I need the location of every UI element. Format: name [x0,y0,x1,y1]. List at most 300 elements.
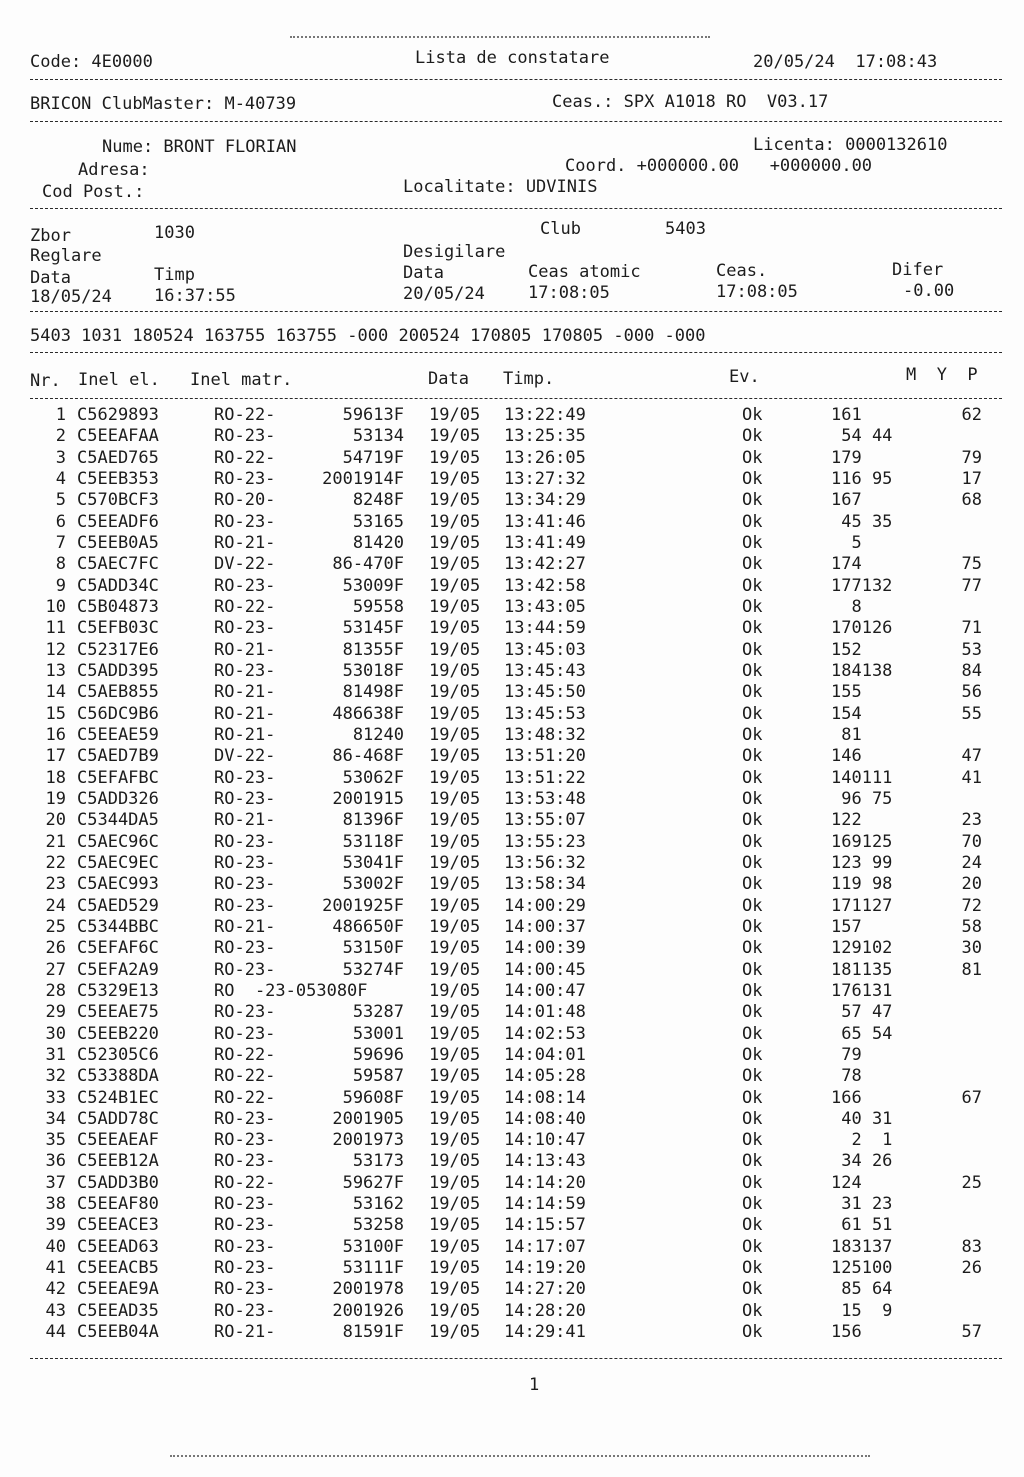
table-row [0,597,1024,618]
ring-electronic: C5EEB12A [77,1151,159,1172]
m-y-values: 152 [831,639,862,660]
ring-electronic: C52305C6 [77,1044,159,1065]
p-value: 57 [961,1322,982,1343]
row-nr: 39 [45,1215,66,1236]
arrival-date: 19/05 [429,575,481,596]
table-row [0,1173,1024,1194]
arrival-date: 19/05 [429,831,481,852]
ring-electronic: C5EEAEAF [77,1130,159,1151]
row-nr: 23 [45,874,66,895]
ring-number: 53018F [342,660,404,681]
event-status: Ok [742,1108,763,1129]
col-inel-el: Inel el. [78,370,160,390]
ring-country-year: DV-22- [214,554,276,575]
arrival-time: 13:25:35 [504,426,586,447]
ring-electronic: C5AEC993 [77,874,159,895]
p-value: 26 [961,1258,982,1279]
clock-label: Ceas. [716,261,768,281]
ring-electronic: C5AEC96C [77,831,159,852]
arrival-date: 19/05 [429,1087,481,1108]
separator [30,398,1002,399]
m-y-values: 183137 [831,1236,893,1257]
row-nr: 11 [45,618,66,639]
ring-country-year: RO-23- [214,895,276,916]
event-status: Ok [742,938,763,959]
arrival-date: 19/05 [429,703,481,724]
ring-number: 53041F [342,852,404,873]
event-status: Ok [742,511,763,532]
event-status: Ok [742,1151,763,1172]
ring-electronic: C5AED529 [77,895,159,916]
ring-electronic: C5EEAFAA [77,426,159,447]
row-nr: 6 [55,511,66,532]
table-row [0,896,1024,917]
ring-number: 59587 [352,1066,404,1087]
m-y-values: 79 [831,1044,862,1065]
separator [30,79,1002,80]
ring-country-year: RO-23- [214,831,276,852]
ring-country-year: RO-22- [214,1172,276,1193]
p-value: 72 [961,895,982,916]
arrival-date: 19/05 [429,767,481,788]
row-nr: 44 [45,1322,66,1343]
m-y-values: 34 26 [831,1151,893,1172]
ring-electronic: C5EEB04A [77,1322,159,1343]
arrival-date: 19/05 [429,1130,481,1151]
print-speck [170,1455,870,1457]
event-status: Ok [742,1002,763,1023]
arrival-time: 14:10:47 [504,1130,586,1151]
p-value: 56 [961,682,982,703]
m-y-values: 167 [831,490,862,511]
row-nr: 40 [45,1236,66,1257]
table-row [0,874,1024,895]
arrival-date: 19/05 [429,980,481,1001]
p-value: 55 [961,703,982,724]
m-y-values: 177132 [831,575,893,596]
event-status: Ok [742,874,763,895]
arrival-date: 19/05 [429,1066,481,1087]
ring-electronic: C5EEAD63 [77,1236,159,1257]
row-nr: 17 [45,746,66,767]
m-y-values: 96 75 [831,788,893,809]
ring-country-year: RO-23- [214,1023,276,1044]
ring-number: 59558 [352,596,404,617]
table-row [0,1109,1024,1130]
event-status: Ok [742,468,763,489]
ring-country-year: RO-23- [214,938,276,959]
row-nr: 37 [45,1172,66,1193]
p-value: 68 [961,490,982,511]
arrival-time: 14:01:48 [504,1002,586,1023]
m-y-values: 154 [831,703,862,724]
table-row [0,1215,1024,1236]
page-number: 1 [529,1375,540,1395]
arrival-date: 19/05 [429,1002,481,1023]
arrival-date: 19/05 [429,1279,481,1300]
arrival-time: 13:45:53 [504,703,586,724]
m-y-values: 155 [831,682,862,703]
ring-country-year: RO-22- [214,1066,276,1087]
ring-number: 81420 [352,532,404,553]
arrival-time: 13:42:27 [504,554,586,575]
event-status: Ok [742,618,763,639]
row-nr: 15 [45,703,66,724]
p-value: 53 [961,639,982,660]
col-nr: Nr. [30,371,61,391]
arrival-date: 19/05 [429,618,481,639]
ring-number: 86-470F [332,554,404,575]
arrival-date: 19/05 [429,554,481,575]
event-status: Ok [742,575,763,596]
arrival-date: 19/05 [429,660,481,681]
m-y-values: 57 47 [831,1002,893,1023]
row-nr: 10 [45,596,66,617]
row-nr: 29 [45,1002,66,1023]
ring-number: 53258 [352,1215,404,1236]
ring-country-year: RO-21- [214,724,276,745]
m-y-values: 85 64 [831,1279,893,1300]
arrival-date: 19/05 [429,468,481,489]
ring-number: 59613F [342,405,404,425]
table-row [0,1024,1024,1045]
event-status: Ok [742,490,763,511]
row-nr: 9 [55,575,66,596]
arrival-time: 14:15:57 [504,1215,586,1236]
event-status: Ok [742,767,763,788]
row-nr: 43 [45,1300,66,1321]
p-value: 30 [961,938,982,959]
m-y-values: 61 51 [831,1215,893,1236]
reglare-label: Reglare [30,246,102,266]
ring-electronic: C5629893 [77,405,159,425]
table-row [0,490,1024,511]
arrival-date: 19/05 [429,746,481,767]
ring-electronic: C5329E13 [77,980,159,1001]
ring-electronic: C5EFAFBC [77,767,159,788]
ring-country-year: RO-23- [214,1258,276,1279]
arrival-date: 19/05 [429,1023,481,1044]
ring-country-year: RO-23- [214,1279,276,1300]
arrival-time: 14:29:41 [504,1322,586,1343]
m-y-values: 184138 [831,660,893,681]
table-row [0,1045,1024,1066]
club-number: 5403 [665,219,706,239]
ring-number: 2001914F [322,468,404,489]
p-value: 79 [961,447,982,468]
ring-number: 486650F [332,916,404,937]
arrival-date: 19/05 [429,1236,481,1257]
m-y-values: 129102 [831,938,893,959]
p-value: 62 [961,405,982,425]
event-status: Ok [742,959,763,980]
arrival-time: 13:56:32 [504,852,586,873]
m-y-values: 45 35 [831,511,893,532]
event-status: Ok [742,405,763,425]
col-inel-matr: Inel matr. [190,370,293,390]
arrival-time: 13:44:59 [504,618,586,639]
ring-country-year: RO-23- [214,575,276,596]
arrival-date: 19/05 [429,405,481,425]
ring-country-year: RO-23- [214,1300,276,1321]
table-row [0,1194,1024,1215]
event-status: Ok [742,1236,763,1257]
arrival-time: 14:00:39 [504,938,586,959]
ring-electronic: C5EEACB5 [77,1258,159,1279]
m-y-values: 176131 [831,980,893,1001]
arrival-date: 19/05 [429,447,481,468]
event-status: Ok [742,831,763,852]
arrival-date: 19/05 [429,895,481,916]
ring-country-year: RO-21- [214,1322,276,1343]
table-row [0,618,1024,639]
arrival-time: 14:00:29 [504,895,586,916]
reglare-date: 18/05/24 [30,287,112,307]
ring-number: 8248F [352,490,404,511]
col-timp: Timp. [503,369,555,389]
separator [30,352,1002,353]
ring-country-year: RO-23- [214,660,276,681]
table-row [0,405,1024,426]
print-speck [290,36,710,38]
event-status: Ok [742,426,763,447]
table-row [0,576,1024,597]
ring-electronic: C5AEC7FC [77,554,159,575]
ring-number: 81498F [342,682,404,703]
row-nr: 21 [45,831,66,852]
col-data: Data [428,369,469,389]
arrival-date: 19/05 [429,1044,481,1065]
difference-value: -0.00 [903,281,955,301]
ring-number: 53287 [352,1002,404,1023]
arrival-date: 19/05 [429,682,481,703]
ring-electronic: C570BCF3 [77,490,159,511]
ring-number: 86-468F [332,746,404,767]
ring-country-year: RO-23- [214,1130,276,1151]
ring-country-year: RO-20- [214,490,276,511]
table-row [0,1066,1024,1087]
row-nr: 26 [45,938,66,959]
arrival-date: 19/05 [429,1172,481,1193]
ring-country-year: RO-23- [214,618,276,639]
event-status: Ok [742,746,763,767]
table-row [0,448,1024,469]
ring-country-year: RO-23- [214,1108,276,1129]
arrival-time: 13:53:48 [504,788,586,809]
col-myp: M Y P [906,365,978,385]
atomic-clock-label: Ceas atomic [528,262,641,282]
ring-electronic: C5ADD395 [77,660,159,681]
table-row [0,1258,1024,1279]
row-nr: 13 [45,660,66,681]
arrival-time: 14:02:53 [504,1023,586,1044]
table-row [0,853,1024,874]
ring-number: 59608F [342,1087,404,1108]
table-row [0,810,1024,831]
atomic-time: 17:08:05 [528,283,610,303]
row-nr: 32 [45,1066,66,1087]
ring-electronic: C5B04873 [77,596,159,617]
ring-electronic: C5ADD3B0 [77,1172,159,1193]
table-row [0,981,1024,1002]
ring-electronic: C5EEAE59 [77,724,159,745]
ring-country-year: RO-23- [214,1151,276,1172]
event-status: Ok [742,724,763,745]
arrival-time: 14:04:01 [504,1044,586,1065]
row-nr: 3 [55,447,66,468]
m-y-values: 40 31 [831,1108,893,1129]
ring-electronic: C5AEB855 [77,682,159,703]
arrival-time: 14:14:59 [504,1194,586,1215]
row-nr: 35 [45,1130,66,1151]
event-status: Ok [742,1215,763,1236]
ring-number: 53173 [352,1151,404,1172]
m-y-values: 146 [831,746,862,767]
separator [30,311,1002,312]
m-y-values: 140111 [831,767,893,788]
ring-number: 59696 [352,1044,404,1065]
row-nr: 33 [45,1087,66,1108]
print-datetime: 20/05/24 17:08:43 [753,52,938,72]
ring-country-year: RO-21- [214,810,276,831]
ring-number: 2001978 [332,1279,404,1300]
m-y-values: 123 99 [831,852,893,873]
p-value: 84 [961,660,982,681]
ring-electronic: C5ADD78C [77,1108,159,1129]
desig-date-label: Data [403,263,444,283]
code-label: Code: 4E0000 [30,52,153,72]
ring-country-year: RO-23- [214,852,276,873]
ring-number: 53274F [342,959,404,980]
m-y-values: 78 [831,1066,862,1087]
event-status: Ok [742,852,763,873]
ring-electronic: C5EFA2A9 [77,959,159,980]
coordinates: Coord. +000000.00 +000000.00 [565,156,873,176]
ring-country-year: RO-23- [214,511,276,532]
arrival-time: 13:22:49 [504,405,586,425]
m-y-values: 81 [831,724,862,745]
row-nr: 28 [45,980,66,1001]
table-row [0,533,1024,554]
ring-number: 81591F [342,1322,404,1343]
ring-number: 53162 [352,1194,404,1215]
arrival-date: 19/05 [429,959,481,980]
p-value: 70 [961,831,982,852]
ring-electronic: C5AED765 [77,447,159,468]
row-nr: 18 [45,767,66,788]
table-row [0,938,1024,959]
arrival-date: 19/05 [429,938,481,959]
arrival-date: 19/05 [429,1151,481,1172]
table-row [0,1322,1024,1343]
ring-number: 53100F [342,1236,404,1257]
ring-electronic: C5EEADF6 [77,511,159,532]
code-line: 5403 1031 180524 163755 163755 -000 200524 170805 170805 -000 -000 [30,326,706,346]
event-status: Ok [742,639,763,660]
ring-country-year: RO-23- [214,1194,276,1215]
table-row [0,640,1024,661]
table-row [0,661,1024,682]
ring-electronic: C52317E6 [77,639,159,660]
row-nr: 4 [55,468,66,489]
arrival-date: 19/05 [429,1194,481,1215]
arrival-time: 13:58:34 [504,874,586,895]
ring-country-year: RO-23- [214,468,276,489]
club-label: Club [540,219,581,239]
p-value: 71 [961,618,982,639]
event-status: Ok [742,447,763,468]
arrival-date: 19/05 [429,810,481,831]
row-nr: 14 [45,682,66,703]
ring-country-year: RO-23- [214,1002,276,1023]
arrival-time: 14:27:20 [504,1279,586,1300]
ring-electronic: C5EEAE9A [77,1279,159,1300]
event-status: Ok [742,1130,763,1151]
table-row [0,917,1024,938]
arrival-time: 13:41:46 [504,511,586,532]
ring-electronic: C5344DA5 [77,810,159,831]
ring-number: 53145F [342,618,404,639]
ring-electronic: C5EEACE3 [77,1215,159,1236]
arrival-date: 19/05 [429,1215,481,1236]
m-y-values: 5 [831,532,862,553]
event-status: Ok [742,660,763,681]
m-y-values: 157 [831,916,862,937]
arrival-time: 13:55:23 [504,831,586,852]
event-status: Ok [742,554,763,575]
row-nr: 38 [45,1194,66,1215]
ring-number: 53118F [342,831,404,852]
results-table [0,405,1024,1343]
desig-date: 20/05/24 [403,284,485,304]
arrival-time: 13:34:29 [504,490,586,511]
table-row [0,1151,1024,1172]
arrival-date: 19/05 [429,1300,481,1321]
flight-label: Zbor [30,226,71,246]
desigilare-label: Desigilare [403,242,506,262]
arrival-time: 13:45:43 [504,660,586,681]
ring-country-year: RO-21- [214,916,276,937]
ring-country-year: RO-21- [214,639,276,660]
arrival-time: 14:17:07 [504,1236,586,1257]
table-row [0,725,1024,746]
row-nr: 36 [45,1151,66,1172]
ring-electronic: C5ADD326 [77,788,159,809]
m-y-values: 31 23 [831,1194,893,1215]
ring-number: 54719F [342,447,404,468]
ring-number: 2001973 [332,1130,404,1151]
event-status: Ok [742,810,763,831]
table-row [0,704,1024,725]
table-row [0,1002,1024,1023]
event-status: Ok [742,682,763,703]
ring-electronic: C5EEAD35 [77,1300,159,1321]
m-y-values: 125100 [831,1258,893,1279]
table-row [0,682,1024,703]
table-row [0,469,1024,490]
difference-label: Difer [892,260,944,280]
event-status: Ok [742,895,763,916]
reglare-date-label: Data [30,268,71,288]
table-row [0,426,1024,447]
table-row [0,746,1024,767]
row-nr: 42 [45,1279,66,1300]
table-row [0,960,1024,981]
arrival-time: 14:00:37 [504,916,586,937]
ring-number: 2001925F [322,895,404,916]
arrival-time: 13:45:03 [504,639,586,660]
m-y-values: 124 [831,1172,862,1193]
